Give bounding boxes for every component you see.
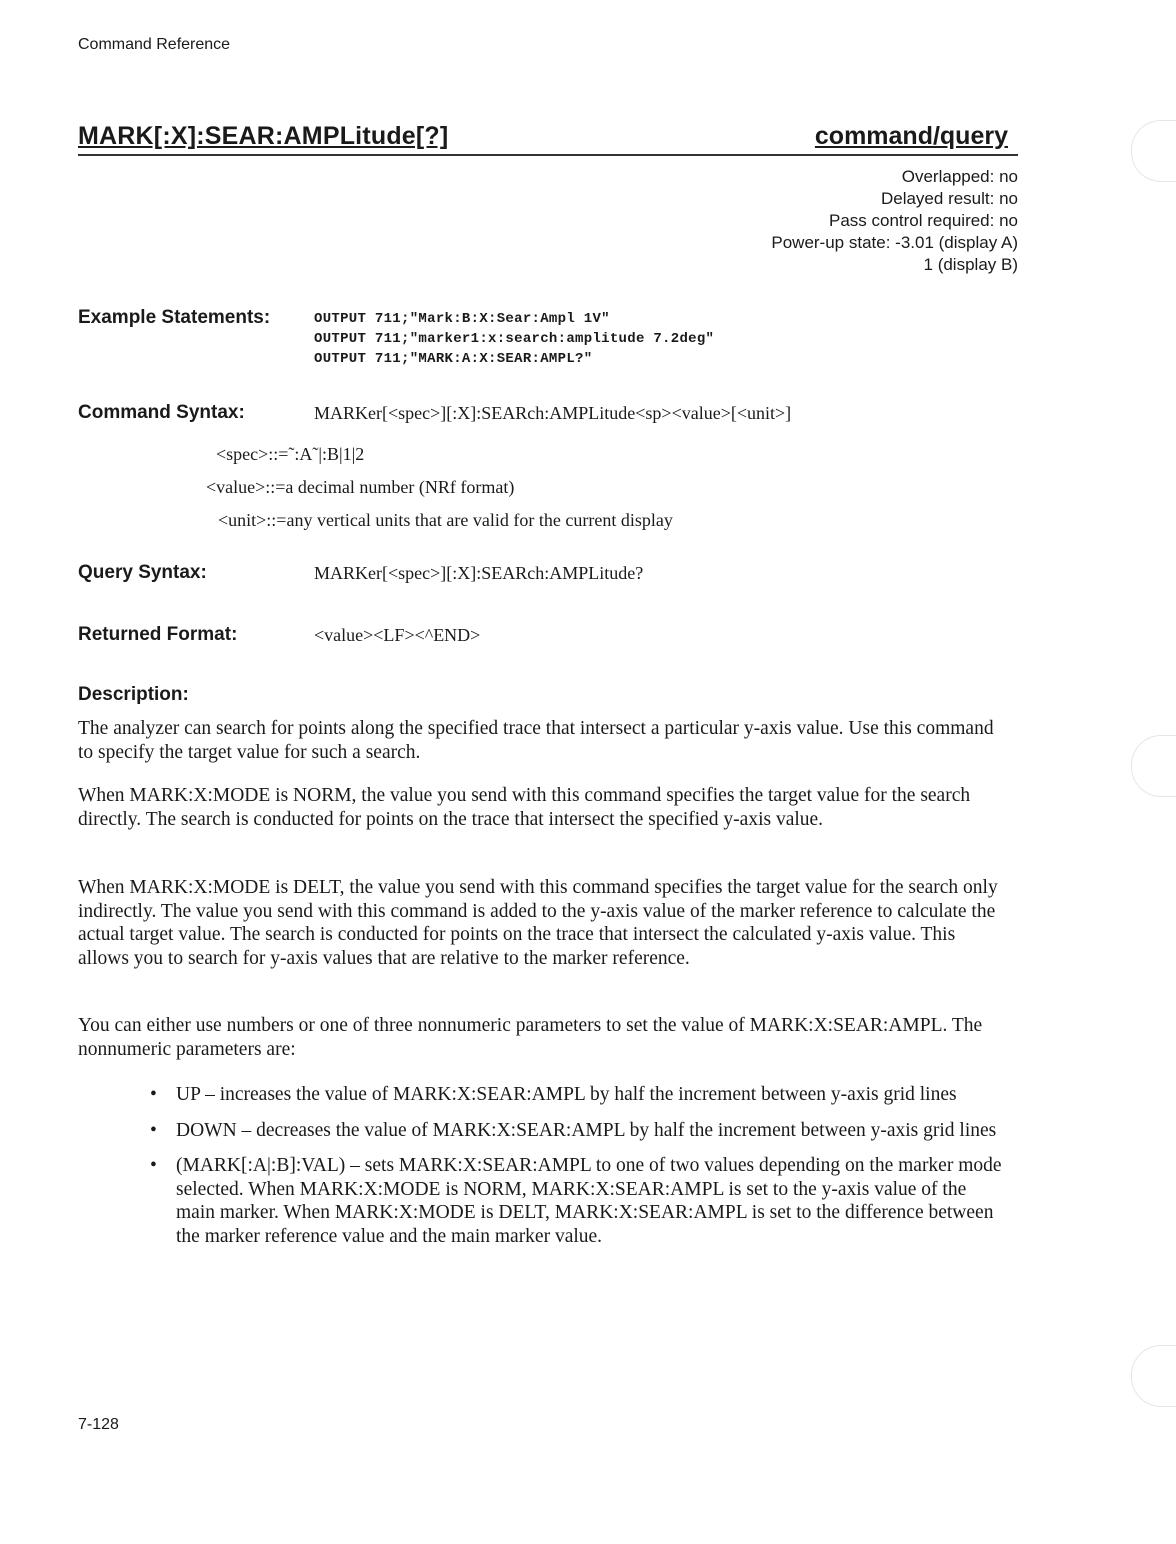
list-item bbox=[148, 1154, 1008, 1248]
running-header: Command Reference bbox=[78, 36, 231, 53]
query-syntax: MARKer[<spec>][:X]:SEARch:AMPLitude? bbox=[314, 563, 644, 583]
example-statements-label: Example Statements: bbox=[78, 307, 271, 328]
returned-format: <value><LF><^END> bbox=[314, 625, 481, 645]
bullet-icon: • bbox=[150, 1155, 157, 1177]
punch-hole-mark bbox=[1131, 735, 1176, 797]
command-properties bbox=[771, 166, 1018, 276]
description-paragraph: You can either use numbers or one of three nonnumeric parameters to set the value of MARK:X:SEAR:AMPL. The nonnumeric parameters are: bbox=[78, 1015, 983, 1060]
spec-definition: <spec>::=˜:A˜|:B|1|2 bbox=[216, 444, 365, 464]
example-line: OUTPUT 711;"marker1:x:search:amplitude 7.2deg" bbox=[314, 331, 715, 347]
property-delayed-result: Delayed result: no bbox=[880, 189, 1018, 208]
property-power-up-a: Power-up state: -3.01 (display A) bbox=[771, 233, 1018, 252]
list-item bbox=[148, 1083, 1008, 1107]
parameter-list bbox=[148, 1083, 1008, 1261]
query-syntax-label: Query Syntax: bbox=[78, 562, 207, 583]
list-item-text: UP – increases the value of MARK:X:SEAR:AMPL by half the increment between y-axis grid lines bbox=[176, 1084, 957, 1105]
property-power-up-b: 1 (display B) bbox=[923, 255, 1018, 274]
bullet-icon: • bbox=[150, 1084, 157, 1105]
example-line: OUTPUT 711;"Mark:B:X:Sear:Ampl 1V" bbox=[314, 311, 610, 327]
command-title-bar bbox=[78, 120, 1018, 156]
description-paragraph: When MARK:X:MODE is NORM, the value you send with this command specifies the target value for the search directly. The search is conducted for points on the trace that intersect the specified y-axis value. bbox=[78, 785, 971, 830]
command-title: MARK[:X]:SEAR:AMPLitude[?] bbox=[78, 122, 449, 150]
command-syntax-label: Command Syntax: bbox=[78, 402, 245, 423]
bullet-icon: • bbox=[150, 1119, 157, 1141]
example-line: OUTPUT 711;"MARK:A:X:SEAR:AMPL?" bbox=[314, 351, 593, 367]
value-definition: <value>::=a decimal number (NRf format) bbox=[206, 477, 515, 497]
page-number: 7-128 bbox=[78, 1416, 119, 1433]
description-label: Description: bbox=[78, 684, 189, 705]
command-syntax: MARKer[<spec>][:X]:SEARch:AMPLitude<sp><value>[<unit>] bbox=[314, 403, 792, 423]
list-item bbox=[148, 1119, 1008, 1143]
description-paragraph: When MARK:X:MODE is DELT, the value you send with this command specifies the target value for the search only indirectly. The value you send with this command is added to the y-axis value of the marker reference to calculate the actual target value. The search is conducted for points on the trace that intersect the calculated y-axis value. This allows you to search for y-axis values that are relative to the marker reference. bbox=[78, 877, 998, 969]
punch-hole-mark bbox=[1131, 1345, 1176, 1407]
returned-format-label: Returned Format: bbox=[78, 624, 238, 645]
list-item-text: DOWN – decreases the value of MARK:X:SEAR:AMPL by half the increment between y-axis grid lines bbox=[176, 1119, 997, 1141]
property-overlapped: Overlapped: no bbox=[901, 167, 1018, 186]
command-type: command/query bbox=[814, 122, 1008, 150]
description-paragraph: The analyzer can search for points along the specified trace that intersect a particular y-axis value. Use this command to specify the target value for such a search. bbox=[78, 718, 994, 763]
unit-definition: <unit>::=any vertical units that are valid for the current display bbox=[218, 510, 673, 530]
property-pass-control: Pass control required: no bbox=[829, 211, 1018, 230]
list-item-text: (MARK[:A|:B]:VAL) – sets MARK:X:SEAR:AMPL to one of two values depending on the marker mode selected. When MARK:X:MODE is NORM, MARK:X:SEAR:AMPL is set to the y-axis value of the main marker. When MARK:X:MODE is DELT, MARK:X:SEAR:AMPL is set to the difference between the marker reference value and the main marker value. bbox=[176, 1155, 1002, 1247]
punch-hole-mark bbox=[1131, 120, 1176, 182]
